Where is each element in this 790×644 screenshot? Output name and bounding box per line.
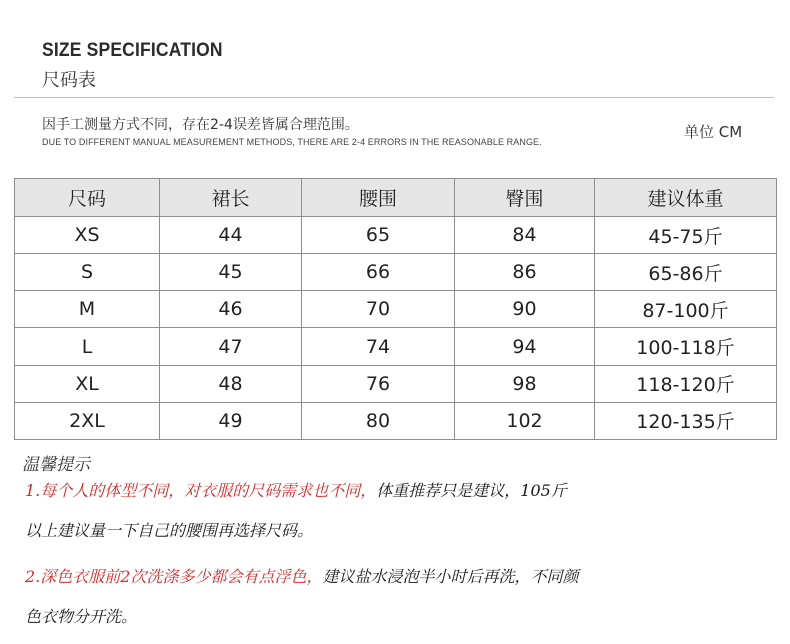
- cell-length: 46: [160, 291, 302, 328]
- header-hip: 臀围: [455, 179, 595, 217]
- cell-size: L: [15, 328, 160, 365]
- tip-1-text: 体重推荐只是建议，105斤: [376, 481, 567, 500]
- cell-length: 44: [160, 217, 302, 254]
- cell-hip: 86: [455, 254, 595, 291]
- title-chinese: 尺码表: [42, 70, 96, 91]
- cell-waist: 66: [302, 254, 455, 291]
- table-row: [15, 291, 777, 328]
- header-length: 裙长: [160, 179, 302, 217]
- tip-1-line-2: 以上建议量一下自己的腰围再选择尺码。: [25, 521, 314, 540]
- cell-length: 45: [160, 254, 302, 291]
- table-header-row: [15, 179, 777, 217]
- unit-label: 单位 CM: [684, 123, 743, 141]
- cell-waist: 76: [302, 365, 455, 402]
- tip-2: [25, 564, 578, 587]
- cell-length: 49: [160, 402, 302, 439]
- header-weight: 建议体重: [595, 179, 777, 217]
- cell-weight: 120-135斤: [595, 402, 777, 439]
- table-row: [15, 365, 777, 402]
- measurement-note-chinese: 因手工测量方式不同，存在2-4误差皆属合理范围。: [42, 117, 359, 133]
- cell-hip: 102: [455, 402, 595, 439]
- table-row: [15, 402, 777, 439]
- cell-weight: 65-86斤: [595, 254, 777, 291]
- cell-weight: 45-75斤: [595, 217, 777, 254]
- table-row: [15, 328, 777, 365]
- cell-weight: 87-100斤: [595, 291, 777, 328]
- cell-hip: 90: [455, 291, 595, 328]
- cell-length: 47: [160, 328, 302, 365]
- cell-hip: 94: [455, 328, 595, 365]
- size-table: [14, 178, 777, 440]
- cell-size: S: [15, 254, 160, 291]
- tip-2-text: 建议盐水浸泡半小时后再洗，不同颜: [322, 567, 579, 586]
- table-row: [15, 254, 777, 291]
- title-english: SIZE SPECIFICATION: [42, 40, 223, 61]
- cell-hip: 98: [455, 365, 595, 402]
- cell-weight: 100-118斤: [595, 328, 777, 365]
- tip-1: [25, 478, 567, 501]
- cell-waist: 70: [302, 291, 455, 328]
- header-size: 尺码: [15, 179, 160, 217]
- cell-size: XL: [15, 365, 160, 402]
- tip-2-highlight: 2.深色衣服前2次洗涤多少都会有点浮色，: [25, 567, 323, 586]
- cell-waist: 80: [302, 402, 455, 439]
- tips-title: 温馨提示: [22, 455, 90, 475]
- tip-2-line-2: 色衣物分开洗。: [25, 607, 138, 626]
- measurement-note-english: DUE TO DIFFERENT MANUAL MEASUREMENT METHODS, THERE ARE 2-4 ERRORS IN THE REASONABLE RANGE.: [42, 137, 542, 147]
- cell-size: XS: [15, 217, 160, 254]
- cell-weight: 118-120斤: [595, 365, 777, 402]
- divider: [14, 97, 774, 98]
- cell-waist: 74: [302, 328, 455, 365]
- cell-hip: 84: [455, 217, 595, 254]
- cell-waist: 65: [302, 217, 455, 254]
- header-waist: 腰围: [302, 179, 455, 217]
- tip-1-highlight: 1.每个人的体型不同，对衣服的尺码需求也不同，: [25, 481, 377, 500]
- cell-length: 48: [160, 365, 302, 402]
- cell-size: 2XL: [15, 402, 160, 439]
- table-row: [15, 217, 777, 254]
- cell-size: M: [15, 291, 160, 328]
